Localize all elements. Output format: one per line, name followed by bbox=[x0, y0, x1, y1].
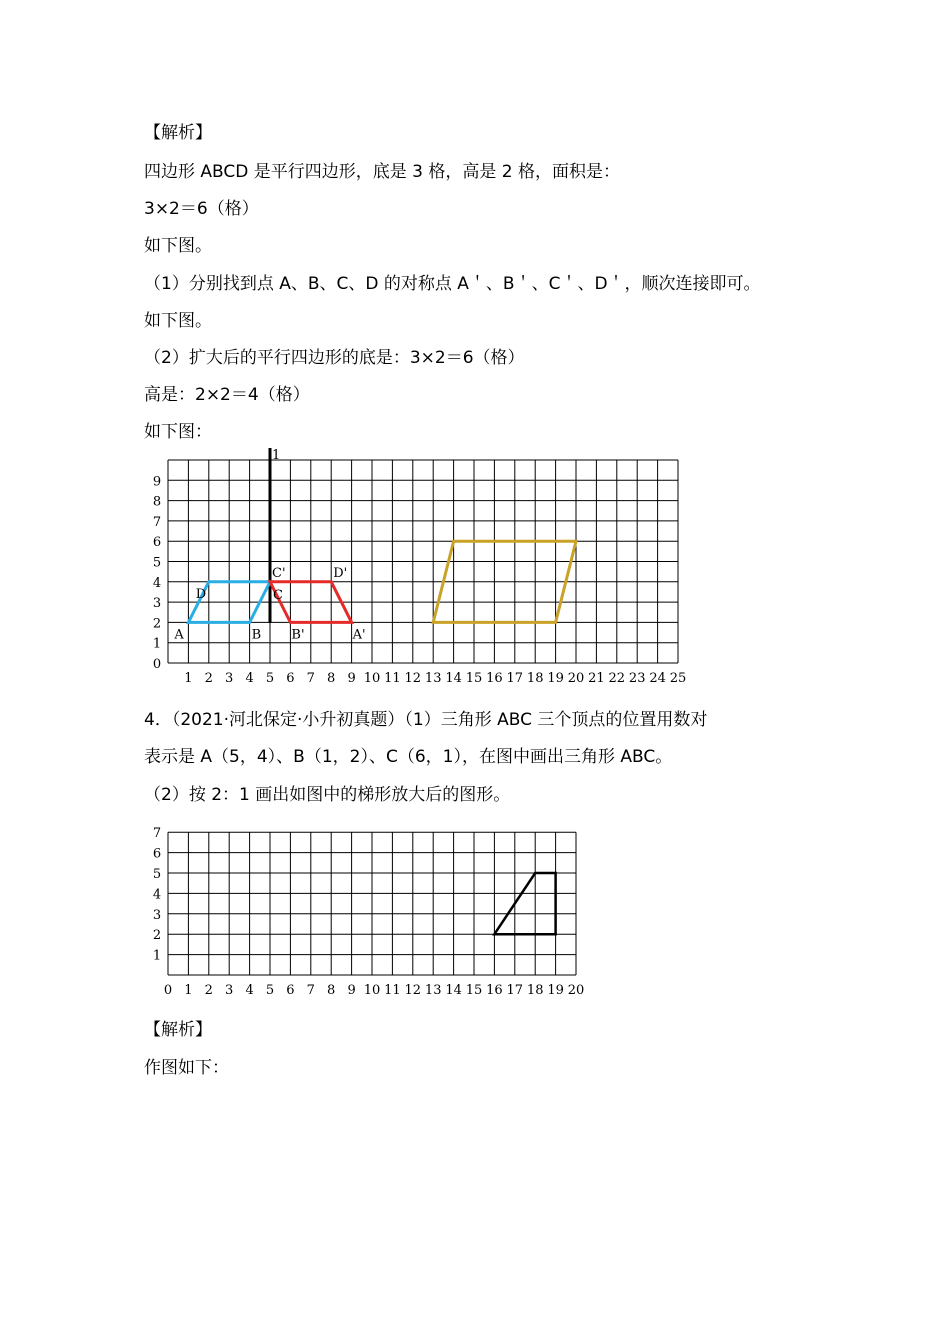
x-tick-label: 19 bbox=[547, 983, 564, 998]
x-tick-label: 8 bbox=[327, 671, 336, 686]
text-line-8: 如下图： bbox=[144, 422, 212, 442]
x-tick-label: 14 bbox=[445, 671, 462, 686]
point-label: D' bbox=[333, 565, 348, 581]
x-tick-label: 25 bbox=[669, 671, 687, 686]
x-tick-label: 9 bbox=[347, 983, 356, 998]
x-tick-label: 9 bbox=[347, 671, 356, 686]
x-tick-label: 2 bbox=[204, 671, 213, 686]
x-tick-label: 10 bbox=[363, 983, 381, 998]
x-tick-label: 7 bbox=[306, 983, 315, 998]
x-tick-label: 20 bbox=[567, 983, 585, 998]
text-line-1: 四边形 ABCD 是平行四边形，底是 3 格，高是 2 格，面积是： bbox=[144, 162, 621, 182]
x-tick-label: 4 bbox=[245, 671, 254, 686]
x-tick-label: 20 bbox=[567, 671, 585, 686]
y-tick-label: 7 bbox=[152, 826, 162, 842]
y-tick-label: 4 bbox=[152, 575, 162, 591]
y-tick-label: 8 bbox=[152, 494, 162, 510]
point-label: A bbox=[174, 627, 184, 643]
symmetry-axis-label: 1 bbox=[272, 448, 281, 463]
x-tick-label: 16 bbox=[486, 671, 503, 686]
x-tick-label: 18 bbox=[526, 671, 544, 686]
x-tick-label: 13 bbox=[424, 671, 442, 686]
x-tick-label: 15 bbox=[465, 983, 483, 998]
y-tick-label: 5 bbox=[152, 555, 162, 571]
y-tick-label: 4 bbox=[152, 887, 162, 903]
point-label: D bbox=[195, 586, 207, 602]
question-4-line-2: 表示是 A（5，4）、B（1，2）、C（6，1），在图中画出三角形 ABC。 bbox=[144, 747, 673, 767]
y-tick-label: 2 bbox=[152, 928, 162, 944]
question-4-line-1: 4．（2021·河北保定·小升初真题）（1）三角形 ABC 三个顶点的位置用数对 bbox=[144, 710, 708, 730]
x-tick-label: 14 bbox=[445, 983, 462, 998]
x-tick-label: 11 bbox=[384, 983, 401, 998]
trapezoid-shape bbox=[494, 873, 555, 934]
text-line-3: 如下图。 bbox=[144, 236, 212, 256]
x-tick-label: 6 bbox=[286, 671, 295, 686]
text-line-4: （1）分别找到点 A、B、C、D 的对称点 A＇、B＇、C＇、D＇，顺次连接即可。 bbox=[144, 274, 761, 294]
text-line-6: （2）扩大后的平行四边形的底是：3×2＝6（格） bbox=[144, 348, 525, 368]
analysis-heading-2: 【解析】 bbox=[144, 1020, 212, 1040]
point-label: A' bbox=[352, 627, 366, 643]
x-tick-label: 12 bbox=[404, 983, 422, 998]
x-tick-label: 17 bbox=[506, 983, 524, 998]
figure-2-grid bbox=[140, 820, 610, 1000]
x-tick-label: 12 bbox=[404, 671, 422, 686]
x-tick-label: 19 bbox=[547, 671, 564, 686]
y-tick-label: 1 bbox=[152, 948, 162, 964]
x-tick-label: 1 bbox=[184, 983, 193, 998]
text-line-2: 3×2＝6（格） bbox=[144, 199, 259, 219]
x-tick-label: 7 bbox=[306, 671, 315, 686]
figure-1-grid bbox=[140, 448, 700, 690]
x-tick-label: 10 bbox=[363, 671, 381, 686]
x-tick-label: 21 bbox=[588, 671, 605, 686]
y-tick-label: 5 bbox=[152, 867, 162, 882]
y-tick-label: 6 bbox=[152, 846, 162, 862]
x-tick-label: 0 bbox=[163, 983, 173, 998]
x-tick-label: 17 bbox=[506, 671, 524, 686]
x-tick-label: 24 bbox=[649, 671, 666, 686]
x-tick-label: 23 bbox=[628, 671, 646, 686]
text-line-final: 作图如下： bbox=[144, 1058, 229, 1078]
point-label: B bbox=[251, 627, 262, 643]
x-tick-label: 2 bbox=[204, 983, 213, 998]
text-line-5: 如下图。 bbox=[144, 311, 212, 331]
x-tick-label: 18 bbox=[526, 983, 544, 998]
x-tick-label: 3 bbox=[225, 983, 234, 998]
x-tick-label: 4 bbox=[245, 983, 254, 998]
y-tick-label: 2 bbox=[152, 616, 162, 632]
x-tick-label: 6 bbox=[286, 983, 295, 998]
y-tick-label: 9 bbox=[152, 474, 162, 490]
x-tick-label: 8 bbox=[327, 983, 336, 998]
point-label: C bbox=[273, 587, 283, 603]
text-line-7: 高是：2×2＝4（格） bbox=[144, 385, 310, 405]
x-tick-label: 5 bbox=[265, 983, 275, 998]
x-tick-label: 5 bbox=[265, 671, 275, 686]
y-tick-label: 0 bbox=[152, 657, 162, 672]
y-tick-label: 3 bbox=[152, 907, 162, 923]
x-tick-label: 1 bbox=[184, 671, 193, 686]
y-tick-label: 7 bbox=[152, 514, 162, 530]
point-label: C' bbox=[272, 565, 286, 581]
analysis-heading-1: 【解析】 bbox=[144, 123, 212, 143]
y-tick-label: 1 bbox=[152, 636, 162, 652]
point-label: B' bbox=[291, 627, 305, 643]
x-tick-label: 13 bbox=[424, 983, 442, 998]
question-4-line-3: （2）按 2：1 画出如图中的梯形放大后的图形。 bbox=[144, 785, 511, 805]
y-tick-label: 6 bbox=[152, 535, 162, 551]
x-tick-label: 11 bbox=[384, 671, 401, 686]
y-tick-label: 3 bbox=[152, 596, 162, 612]
x-tick-label: 22 bbox=[608, 671, 626, 686]
x-tick-label: 15 bbox=[465, 671, 483, 686]
x-tick-label: 3 bbox=[225, 671, 234, 686]
x-tick-label: 16 bbox=[486, 983, 503, 998]
